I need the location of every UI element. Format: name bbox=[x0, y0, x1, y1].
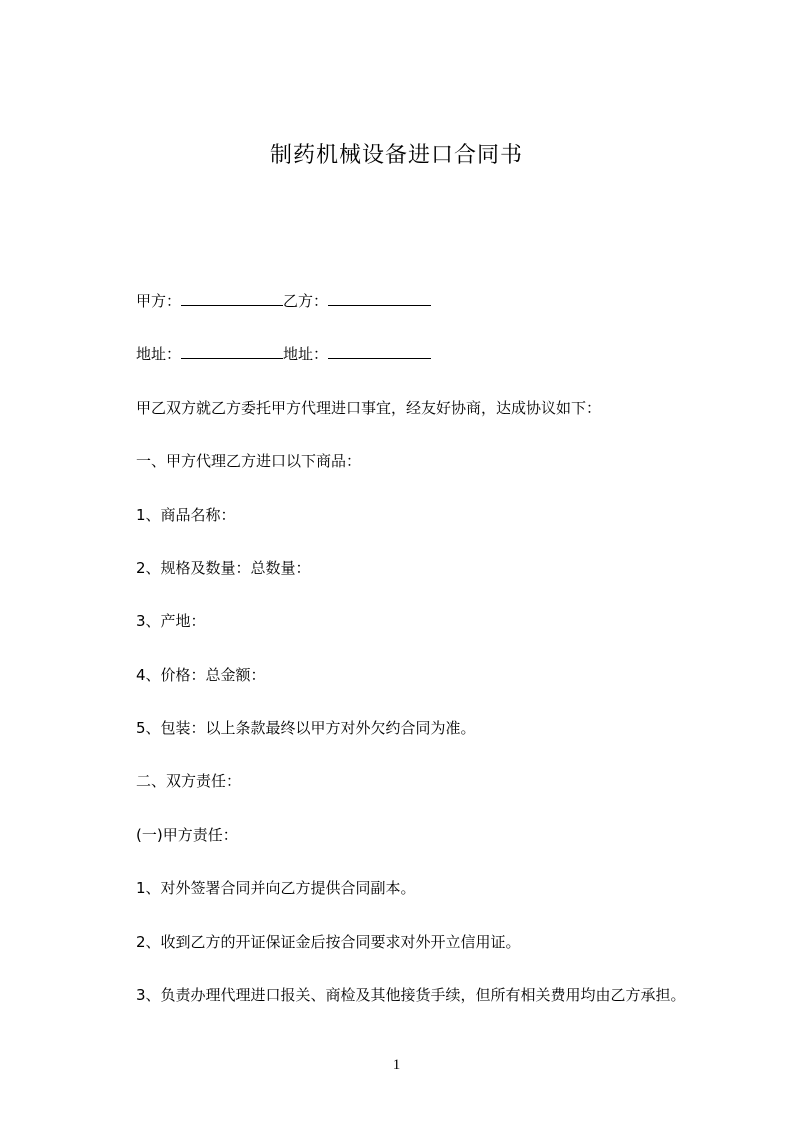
party-line bbox=[136, 291, 431, 311]
party-b-label: 乙方： bbox=[283, 292, 329, 310]
document-title: 制药机械设备进口合同书 bbox=[269, 143, 523, 168]
section-heading-responsibilities: 二、双方责任： bbox=[136, 772, 242, 790]
address-a-label: 地址： bbox=[136, 345, 182, 363]
clause-spec-quantity: 2、规格及数量：总数量： bbox=[136, 559, 311, 577]
intro-paragraph: 甲乙双方就乙方委托甲方代理进口事宜，经友好协商，达成协议如下： bbox=[136, 399, 602, 417]
page-number: 1 bbox=[392, 1057, 401, 1073]
clause-goods-name: 1、商品名称： bbox=[136, 506, 236, 524]
clause-packing: 5、包装：以上条款最终以甲方对外欠约合同为准。 bbox=[136, 719, 476, 737]
address-b-label: 地址： bbox=[283, 345, 329, 363]
party-a-blank[interactable] bbox=[181, 291, 283, 306]
party-a-label: 甲方： bbox=[136, 292, 182, 310]
clause-customs: 3、负责办理代理进口报关、商检及其他接货手续，但所有相关费用均由乙方承担。 bbox=[136, 986, 686, 1004]
clause-letter-of-credit: 2、收到乙方的开证保证金后按合同要求对外开立信用证。 bbox=[136, 933, 521, 951]
clause-sign-contract: 1、对外签署合同并向乙方提供合同副本。 bbox=[136, 879, 416, 897]
address-a-blank[interactable] bbox=[181, 344, 283, 359]
section-heading-goods: 一、甲方代理乙方进口以下商品： bbox=[136, 452, 362, 470]
party-b-blank[interactable] bbox=[328, 291, 431, 306]
address-b-blank[interactable] bbox=[328, 344, 431, 359]
subsection-heading-party-a: (一)甲方责任： bbox=[136, 826, 238, 844]
address-line bbox=[136, 344, 431, 364]
clause-origin: 3、产地： bbox=[136, 612, 206, 630]
clause-price: 4、价格：总金额： bbox=[136, 666, 266, 684]
